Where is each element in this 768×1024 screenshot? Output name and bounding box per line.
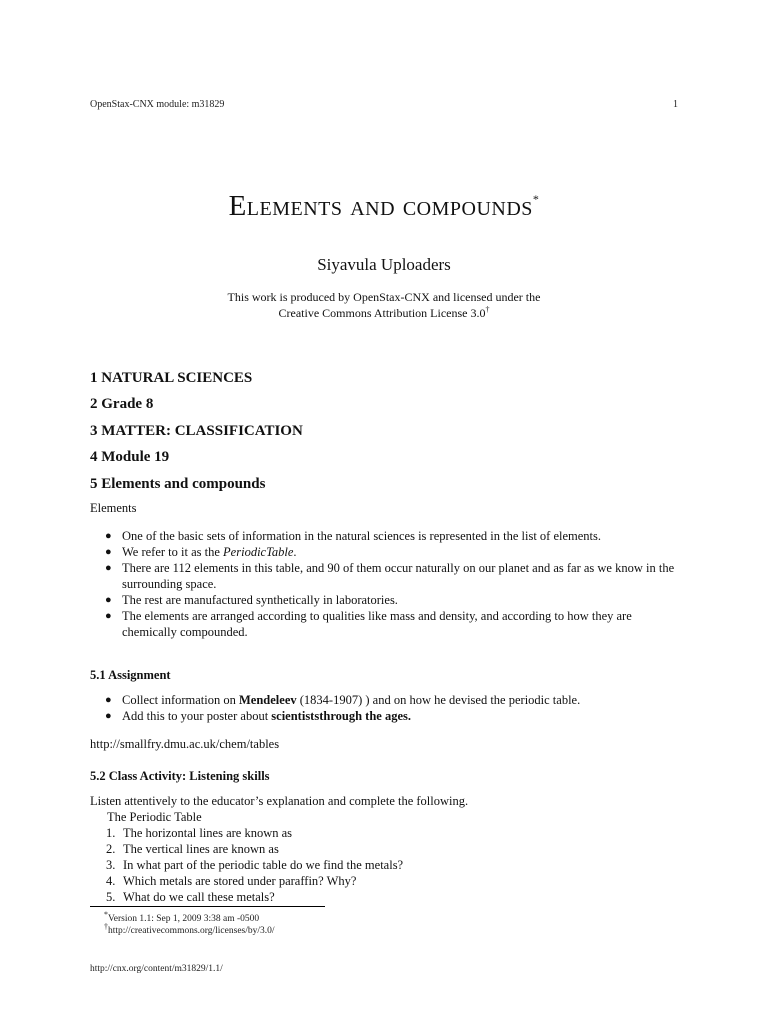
footnote-divider	[90, 906, 325, 907]
list-item: ● Collect information on Mendeleev (1834-1907) ) and on how he devised the periodic table.	[105, 693, 581, 707]
section-number: 5	[90, 476, 98, 492]
bullet-icon: ●	[105, 562, 112, 574]
subsection-heading-class-activity: 5.2 Class Activity: Listening skills	[90, 769, 270, 783]
bullet-icon: ●	[105, 530, 112, 542]
title-text: Elements and compounds	[228, 190, 533, 222]
tables-url-link[interactable]: http://smallfry.dmu.ac.uk/chem/tables	[90, 737, 280, 751]
section-number: 4	[90, 449, 98, 465]
bullet-icon: ●	[105, 710, 112, 722]
elements-bullet-list	[90, 528, 685, 640]
footnote-license-url: †http://creativecommons.org/licenses/by/3.0/	[104, 922, 275, 937]
section-title: Module 19	[101, 449, 170, 465]
license-line-2	[0, 305, 768, 321]
list-item: ● The elements are arranged according to qualities like mass and density, and according to how they are chemically compounded.	[105, 609, 632, 639]
author-name: Siyavula Uploaders	[317, 255, 451, 274]
list-item: 1. The horizontal lines are known as	[106, 826, 293, 840]
bullet-icon: ●	[105, 546, 112, 558]
periodic-table-term: PeriodicTable	[223, 545, 294, 559]
section-title: Grade 8	[101, 396, 154, 412]
mendeleev-name: Mendeleev	[239, 693, 297, 707]
periodic-table-caption: The Periodic Table	[107, 810, 202, 824]
list-item: ● One of the basic sets of information in the natural sciences is represented in the list of elements.	[105, 529, 602, 543]
bullet-icon: ●	[105, 694, 112, 706]
list-item: ● The rest are manufactured synthetically in laboratories.	[105, 593, 398, 607]
title-footnote-mark: *	[532, 192, 540, 206]
scientists-term: scientiststhrough the ages.	[271, 709, 412, 723]
license-footnote-mark: †	[485, 305, 490, 314]
section-title: MATTER: CLASSIFICATION	[101, 423, 303, 439]
activity-intro: Listen attentively to the educator’s explanation and complete the following.	[90, 794, 469, 808]
bullet-icon: ●	[105, 610, 112, 622]
footnote-version: *Version 1.1: Sep 1, 2009 3:38 am -0500	[104, 910, 260, 925]
list-item: ● There are 112 elements in this table, and 90 of them occur naturally on our planet and as far as we know in the surrounding space.	[105, 561, 675, 591]
activity-question-list	[90, 825, 685, 905]
section-heading	[90, 396, 153, 413]
section-heading	[90, 370, 252, 387]
running-header-module: OpenStax-CNX module: m31829	[90, 99, 225, 110]
page-number: 1	[673, 99, 678, 110]
section-heading	[90, 423, 303, 440]
license-text: Creative Commons Attribution License 3.0	[278, 306, 486, 320]
list-item: ● We refer to it as the PeriodicTable.	[105, 545, 297, 559]
assignment-bullet-list	[90, 692, 685, 724]
section-number: 1	[90, 370, 98, 386]
document-title	[0, 190, 768, 223]
section-heading	[90, 449, 169, 466]
list-item: 3. In what part of the periodic table do we find the metals?	[106, 858, 404, 872]
elements-label: Elements	[90, 501, 137, 515]
list-item: 4. Which metals are stored under paraffin? Why?	[106, 874, 357, 888]
section-title: NATURAL SCIENCES	[101, 370, 253, 386]
section-number: 3	[90, 423, 98, 439]
footer-url-link[interactable]: http://cnx.org/content/m31829/1.1/	[90, 964, 223, 974]
list-item: 5. What do we call these metals?	[106, 890, 275, 904]
section-title: Elements and compounds	[101, 476, 266, 492]
section-number: 2	[90, 396, 98, 412]
subsection-heading-assignment: 5.1 Assignment	[90, 668, 171, 682]
list-item: ● Add this to your poster about scientiststhrough the ages.	[105, 709, 412, 723]
bullet-icon: ●	[105, 594, 112, 606]
license-line-1: This work is produced by OpenStax-CNX and licensed under the	[227, 290, 541, 304]
list-item: 2. The vertical lines are known as	[106, 842, 279, 856]
section-heading	[90, 476, 265, 493]
